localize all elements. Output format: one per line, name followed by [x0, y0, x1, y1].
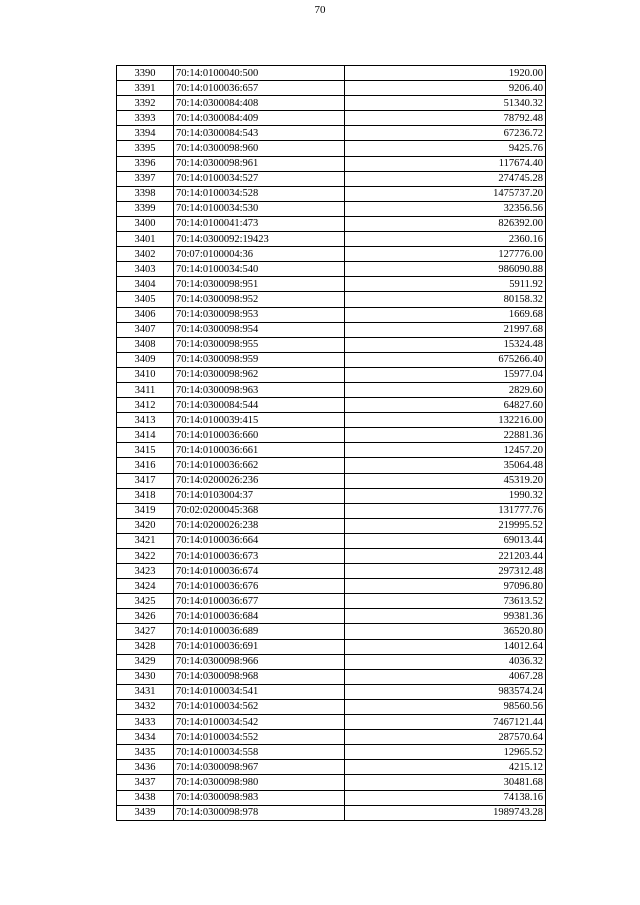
cadastral-number: 70:14:0100036:691 [174, 639, 345, 654]
cadastral-number: 70:14:0100034:558 [174, 745, 345, 760]
value-amount: 99381.36 [345, 609, 546, 624]
cadastral-number: 70:14:0300098:960 [174, 141, 345, 156]
table-row [117, 624, 546, 639]
cadastral-number: 70:14:0300098:980 [174, 775, 345, 790]
cadastral-number: 70:14:0300098:966 [174, 654, 345, 669]
cadastral-number: 70:14:0300098:983 [174, 790, 345, 805]
value-amount: 221203.44 [345, 549, 546, 564]
row-number: 3414 [117, 428, 174, 443]
value-amount: 127776.00 [345, 247, 546, 262]
cadastral-number: 70:14:0100039:415 [174, 413, 345, 428]
row-number: 3428 [117, 639, 174, 654]
table-row [117, 473, 546, 488]
cadastral-value-table [116, 65, 546, 821]
cadastral-number: 70:14:0100036:661 [174, 443, 345, 458]
value-amount: 4215.12 [345, 760, 546, 775]
value-amount: 74138.16 [345, 790, 546, 805]
cadastral-number: 70:14:0300098:967 [174, 760, 345, 775]
value-amount: 45319.20 [345, 473, 546, 488]
cadastral-number: 70:14:0300084:544 [174, 398, 345, 413]
cadastral-number: 70:14:0100036:673 [174, 549, 345, 564]
table-row [117, 322, 546, 337]
row-number: 3400 [117, 216, 174, 231]
table-row [117, 171, 546, 186]
value-amount: 5911.92 [345, 277, 546, 292]
table-row [117, 745, 546, 760]
row-number: 3434 [117, 730, 174, 745]
cadastral-number: 70:14:0100036:676 [174, 579, 345, 594]
value-amount: 35064.48 [345, 458, 546, 473]
cadastral-number: 70:14:0200026:236 [174, 473, 345, 488]
value-amount: 131777.76 [345, 503, 546, 518]
table-row [117, 66, 546, 81]
row-number: 3411 [117, 382, 174, 397]
value-amount: 69013.44 [345, 533, 546, 548]
table-row [117, 428, 546, 443]
table-row [117, 398, 546, 413]
row-number: 3412 [117, 398, 174, 413]
table-row [117, 518, 546, 533]
table-row [117, 594, 546, 609]
table-row [117, 81, 546, 96]
cadastral-number: 70:14:0100034:528 [174, 186, 345, 201]
row-number: 3407 [117, 322, 174, 337]
cadastral-number: 70:14:0100036:674 [174, 564, 345, 579]
row-number: 3409 [117, 352, 174, 367]
cadastral-number: 70:14:0300098:951 [174, 277, 345, 292]
cadastral-number: 70:14:0300098:961 [174, 156, 345, 171]
cadastral-number: 70:14:0300098:968 [174, 669, 345, 684]
row-number: 3415 [117, 443, 174, 458]
cadastral-number: 70:14:0200026:238 [174, 518, 345, 533]
value-amount: 117674.40 [345, 156, 546, 171]
value-amount: 7467121.44 [345, 715, 546, 730]
row-number: 3437 [117, 775, 174, 790]
row-number: 3406 [117, 307, 174, 322]
row-number: 3392 [117, 96, 174, 111]
table-row [117, 96, 546, 111]
value-amount: 80158.32 [345, 292, 546, 307]
row-number: 3403 [117, 262, 174, 277]
row-number: 3430 [117, 669, 174, 684]
value-amount: 826392.00 [345, 216, 546, 231]
cadastral-number: 70:14:0300084:409 [174, 111, 345, 126]
table-row [117, 111, 546, 126]
value-amount: 274745.28 [345, 171, 546, 186]
cadastral-number: 70:14:0300098:978 [174, 805, 345, 820]
row-number: 3396 [117, 156, 174, 171]
table-row [117, 503, 546, 518]
row-number: 3425 [117, 594, 174, 609]
row-number: 3438 [117, 790, 174, 805]
value-amount: 32356.56 [345, 201, 546, 216]
cadastral-number: 70:14:0100036:660 [174, 428, 345, 443]
value-amount: 22881.36 [345, 428, 546, 443]
table-row [117, 277, 546, 292]
cadastral-number: 70:14:0100041:473 [174, 216, 345, 231]
row-number: 3390 [117, 66, 174, 81]
cadastral-number: 70:14:0100036:662 [174, 458, 345, 473]
row-number: 3395 [117, 141, 174, 156]
table-row [117, 488, 546, 503]
value-amount: 287570.64 [345, 730, 546, 745]
row-number: 3401 [117, 232, 174, 247]
cadastral-number: 70:14:0300098:954 [174, 322, 345, 337]
table-row [117, 367, 546, 382]
value-amount: 1989743.28 [345, 805, 546, 820]
table-row [117, 247, 546, 262]
table-row [117, 684, 546, 699]
cadastral-number: 70:14:0300084:408 [174, 96, 345, 111]
table-row [117, 382, 546, 397]
value-amount: 73613.52 [345, 594, 546, 609]
table-row [117, 549, 546, 564]
page-number: 70 [314, 4, 326, 16]
value-amount: 2360.16 [345, 232, 546, 247]
row-number: 3402 [117, 247, 174, 262]
row-number: 3416 [117, 458, 174, 473]
value-amount: 675266.40 [345, 352, 546, 367]
row-number: 3422 [117, 549, 174, 564]
table-row [117, 307, 546, 322]
cadastral-number: 70:14:0100034:527 [174, 171, 345, 186]
cadastral-number: 70:02:0200045:368 [174, 503, 345, 518]
table-row [117, 609, 546, 624]
value-amount: 1669.68 [345, 307, 546, 322]
row-number: 3420 [117, 518, 174, 533]
row-number: 3397 [117, 171, 174, 186]
value-amount: 1475737.20 [345, 186, 546, 201]
value-amount: 2829.60 [345, 382, 546, 397]
cadastral-number: 70:14:0100034:541 [174, 684, 345, 699]
cadastral-number: 70:14:0300092:19423 [174, 232, 345, 247]
table-row [117, 337, 546, 352]
table-row [117, 579, 546, 594]
row-number: 3417 [117, 473, 174, 488]
row-number: 3421 [117, 533, 174, 548]
table-row [117, 458, 546, 473]
row-number: 3394 [117, 126, 174, 141]
table-row [117, 141, 546, 156]
table-row [117, 156, 546, 171]
value-amount: 51340.32 [345, 96, 546, 111]
table-row [117, 669, 546, 684]
cadastral-number: 70:14:0100034:530 [174, 201, 345, 216]
row-number: 3431 [117, 684, 174, 699]
row-number: 3439 [117, 805, 174, 820]
cadastral-number: 70:14:0100036:689 [174, 624, 345, 639]
value-amount: 14012.64 [345, 639, 546, 654]
cadastral-number: 70:14:0100036:677 [174, 594, 345, 609]
table-row [117, 533, 546, 548]
row-number: 3399 [117, 201, 174, 216]
cadastral-number: 70:14:0100036:664 [174, 533, 345, 548]
value-amount: 15977.04 [345, 367, 546, 382]
cadastral-number: 70:14:0300098:955 [174, 337, 345, 352]
cadastral-number: 70:14:0300098:962 [174, 367, 345, 382]
value-amount: 986090.88 [345, 262, 546, 277]
cadastral-number: 70:14:0100036:657 [174, 81, 345, 96]
row-number: 3391 [117, 81, 174, 96]
table-row [117, 216, 546, 231]
row-number: 3418 [117, 488, 174, 503]
table-row [117, 715, 546, 730]
value-amount: 4067.28 [345, 669, 546, 684]
row-number: 3410 [117, 367, 174, 382]
cadastral-number: 70:14:0300084:543 [174, 126, 345, 141]
table-row [117, 790, 546, 805]
value-amount: 9206.40 [345, 81, 546, 96]
cadastral-number: 70:14:0103004:37 [174, 488, 345, 503]
value-amount: 15324.48 [345, 337, 546, 352]
table-row [117, 352, 546, 367]
row-number: 3398 [117, 186, 174, 201]
row-number: 3432 [117, 699, 174, 714]
table-row [117, 413, 546, 428]
row-number: 3435 [117, 745, 174, 760]
value-amount: 9425.76 [345, 141, 546, 156]
value-amount: 12457.20 [345, 443, 546, 458]
value-amount: 12965.52 [345, 745, 546, 760]
row-number: 3426 [117, 609, 174, 624]
cadastral-number: 70:14:0100034:540 [174, 262, 345, 277]
cadastral-number: 70:14:0100034:542 [174, 715, 345, 730]
table-row [117, 292, 546, 307]
cadastral-number: 70:07:0100004:36 [174, 247, 345, 262]
table-row [117, 443, 546, 458]
cadastral-number: 70:14:0300098:952 [174, 292, 345, 307]
table-row [117, 730, 546, 745]
value-amount: 219995.52 [345, 518, 546, 533]
row-number: 3393 [117, 111, 174, 126]
value-amount: 21997.68 [345, 322, 546, 337]
cadastral-number: 70:14:0300098:953 [174, 307, 345, 322]
value-amount: 67236.72 [345, 126, 546, 141]
table-row [117, 126, 546, 141]
row-number: 3404 [117, 277, 174, 292]
table-row [117, 262, 546, 277]
cadastral-number: 70:14:0300098:963 [174, 382, 345, 397]
value-amount: 983574.24 [345, 684, 546, 699]
cadastral-number: 70:14:0100040:500 [174, 66, 345, 81]
value-amount: 132216.00 [345, 413, 546, 428]
value-amount: 78792.48 [345, 111, 546, 126]
table-row [117, 760, 546, 775]
cadastral-number: 70:14:0100036:684 [174, 609, 345, 624]
row-number: 3423 [117, 564, 174, 579]
value-amount: 297312.48 [345, 564, 546, 579]
row-number: 3433 [117, 715, 174, 730]
row-number: 3413 [117, 413, 174, 428]
table-body [117, 66, 546, 821]
cadastral-number: 70:14:0300098:959 [174, 352, 345, 367]
value-amount: 97096.80 [345, 579, 546, 594]
table-row [117, 654, 546, 669]
row-number: 3424 [117, 579, 174, 594]
table-row [117, 232, 546, 247]
row-number: 3419 [117, 503, 174, 518]
table-row [117, 564, 546, 579]
row-number: 3436 [117, 760, 174, 775]
value-amount: 64827.60 [345, 398, 546, 413]
value-amount: 98560.56 [345, 699, 546, 714]
value-amount: 36520.80 [345, 624, 546, 639]
value-amount: 30481.68 [345, 775, 546, 790]
table-row [117, 201, 546, 216]
cadastral-number: 70:14:0100034:552 [174, 730, 345, 745]
value-amount: 1990.32 [345, 488, 546, 503]
value-amount: 4036.32 [345, 654, 546, 669]
value-amount: 1920.00 [345, 66, 546, 81]
cadastral-number: 70:14:0100034:562 [174, 699, 345, 714]
row-number: 3408 [117, 337, 174, 352]
table-row [117, 805, 546, 820]
table-row [117, 639, 546, 654]
table-row [117, 699, 546, 714]
row-number: 3405 [117, 292, 174, 307]
row-number: 3427 [117, 624, 174, 639]
table-row [117, 775, 546, 790]
table-row [117, 186, 546, 201]
row-number: 3429 [117, 654, 174, 669]
